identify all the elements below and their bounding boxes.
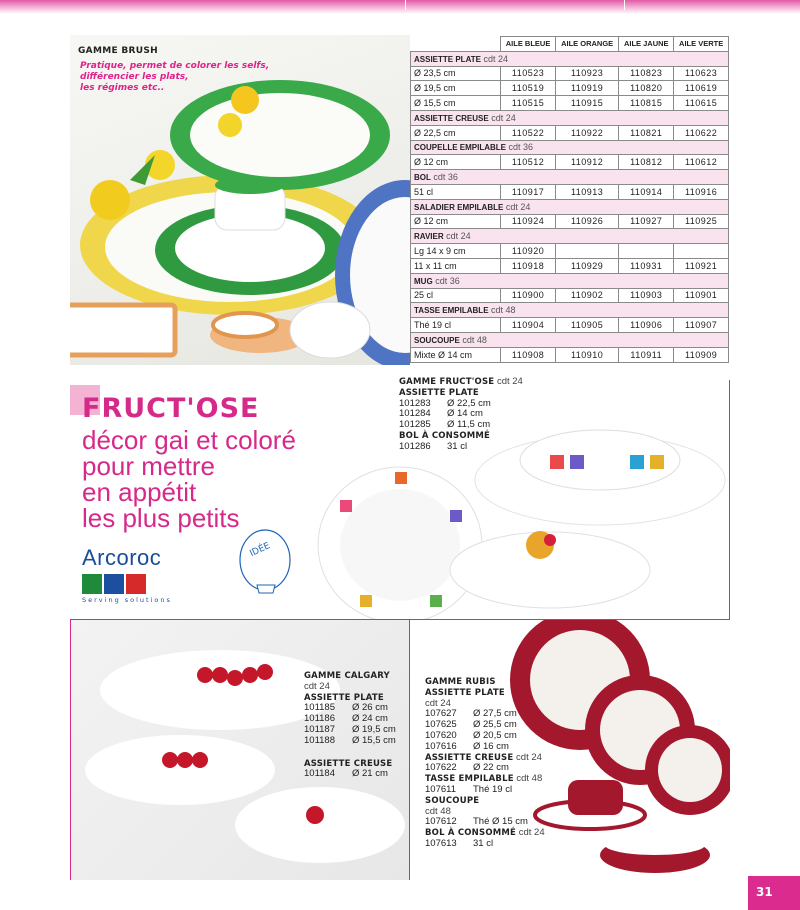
section-name: BOL xyxy=(414,173,431,183)
size-cell: Ø 22,5 cm xyxy=(411,125,501,140)
table-row xyxy=(411,96,729,111)
fructose-slogan xyxy=(82,427,296,531)
item-size: Ø 27,5 cm xyxy=(473,708,517,720)
code-cell: 110522 xyxy=(501,125,556,140)
size-cell: Mixte Ø 14 cm xyxy=(411,347,501,362)
item-code: 107622 xyxy=(425,762,457,774)
item-size: Ø 26 cm xyxy=(352,702,388,714)
item-code: 101185 xyxy=(304,702,335,714)
size-cell: Ø 23,5 cm xyxy=(411,66,501,81)
size-cell: 11 x 11 cm xyxy=(411,258,501,273)
code-cell: 110925 xyxy=(674,214,729,229)
spacer xyxy=(304,747,396,759)
code-cell: 110515 xyxy=(501,96,556,111)
table-row xyxy=(411,125,729,140)
code-cell: 110912 xyxy=(556,155,619,170)
brush-price-table xyxy=(410,36,729,363)
item-size: Ø 24 cm xyxy=(352,713,388,725)
section-cdt: cdt 36 xyxy=(433,172,458,183)
item-size: Ø 11,5 cm xyxy=(447,419,491,431)
rubis-cup-cdt: cdt 48 xyxy=(516,773,543,785)
table-row xyxy=(411,347,729,362)
item-size: Ø 22,5 cm xyxy=(447,397,491,409)
table-section-row xyxy=(411,170,729,185)
calgary-range-title: GAMME CALGARY xyxy=(304,671,390,681)
item-code: 101184 xyxy=(304,768,335,780)
table-section-row xyxy=(411,332,729,347)
slogan-line: en appétit xyxy=(82,477,197,507)
arcoroc-plate-icon xyxy=(82,574,102,594)
code-cell: 110916 xyxy=(674,184,729,199)
list-item xyxy=(425,839,545,850)
idee-lightbulb-icon xyxy=(235,525,300,595)
item-code: 107613 xyxy=(425,837,457,849)
fructose-bowl-title: BOL À CONSOMMÉ xyxy=(399,430,491,441)
section-header-cell xyxy=(411,110,729,125)
code-cell: 110920 xyxy=(501,244,556,259)
code-cell: 110821 xyxy=(619,125,674,140)
code-cell: 110519 xyxy=(501,81,556,96)
column-header: AILE BLEUE xyxy=(501,37,556,52)
size-cell: 51 cl xyxy=(411,184,501,199)
column-header: AILE VERTE xyxy=(674,37,729,52)
arcoroc-logo xyxy=(82,545,172,604)
fructose-range-title: GAMME FRUCT'OSE xyxy=(399,377,495,387)
item-size: Ø 19,5 cm xyxy=(352,723,396,735)
item-code: 101186 xyxy=(304,713,335,725)
brush-tagline-line: Pratique, permet de colorer les selfs, xyxy=(80,61,270,71)
brush-product-photo xyxy=(70,35,410,365)
arcoroc-subtitle: Serving solutions xyxy=(82,596,172,604)
code-cell xyxy=(556,244,619,259)
top-bar-segment xyxy=(624,0,800,10)
item-size: 31 cl xyxy=(447,440,468,452)
table-header-row xyxy=(411,37,729,52)
section-name: MUG xyxy=(414,276,433,286)
code-cell: 110812 xyxy=(619,155,674,170)
item-code: 101284 xyxy=(399,408,431,420)
column-header: AILE JAUNE xyxy=(619,37,674,52)
top-decorative-bar xyxy=(0,0,800,14)
table-section-row xyxy=(411,110,729,125)
brush-range-title: GAMME BRUSH xyxy=(78,46,158,56)
table-row xyxy=(411,184,729,199)
section-cdt: cdt 48 xyxy=(491,305,516,316)
top-bar-segment xyxy=(405,0,620,10)
table-section-row xyxy=(411,51,729,66)
fructose-product-photo xyxy=(300,397,730,620)
table-row xyxy=(411,155,729,170)
item-size: Thé 19 cl xyxy=(473,783,513,795)
code-cell: 110929 xyxy=(556,258,619,273)
item-code: 101285 xyxy=(399,419,431,431)
size-cell: Thé 19 cl xyxy=(411,318,501,333)
code-cell: 110902 xyxy=(556,288,619,303)
code-cell: 110907 xyxy=(674,318,729,333)
brush-tagline-line: différencier les plats, xyxy=(80,72,189,82)
section-cdt: cdt 36 xyxy=(435,275,460,286)
page-number: 31 xyxy=(748,876,800,910)
code-cell: 110903 xyxy=(619,288,674,303)
table-row xyxy=(411,244,729,259)
rubis-deep-title: ASSIETTE CREUSE xyxy=(425,752,514,763)
fructose-plate-title: ASSIETTE PLATE xyxy=(399,387,479,398)
section-name: SALADIER EMPILABLE xyxy=(414,202,504,212)
slogan-line: pour mettre xyxy=(82,451,215,481)
slogan-line: décor gai et coloré xyxy=(82,425,296,455)
code-cell: 110910 xyxy=(556,347,619,362)
idee-label: IDÉE xyxy=(248,541,272,560)
code-cell: 110815 xyxy=(619,96,674,111)
code-cell: 110820 xyxy=(619,81,674,96)
brush-tagline xyxy=(80,61,269,94)
section-header-cell xyxy=(411,199,729,214)
item-code: 101286 xyxy=(399,440,431,452)
section-name: SOUCOUPE xyxy=(414,335,460,345)
code-cell: 110823 xyxy=(619,66,674,81)
section-cdt: cdt 24 xyxy=(505,201,531,212)
table-section-row xyxy=(411,199,729,214)
table-section-row xyxy=(411,229,729,244)
section-name: ASSIETTE PLATE xyxy=(414,54,481,64)
code-cell: 110922 xyxy=(556,125,619,140)
rubis-cup-title: TASSE EMPILABLE xyxy=(425,774,514,785)
code-cell: 110921 xyxy=(674,258,729,273)
section-header-cell xyxy=(411,229,729,244)
rubis-range-title: GAMME RUBIS xyxy=(425,677,496,687)
code-cell: 110927 xyxy=(619,214,674,229)
item-size: 31 cl xyxy=(473,837,494,849)
item-size: Ø 14 cm xyxy=(447,408,483,420)
section-cdt: cdt 24 xyxy=(491,112,516,123)
table-row xyxy=(411,214,729,229)
code-cell: 110917 xyxy=(501,184,556,199)
code-cell: 110908 xyxy=(501,347,556,362)
code-cell: 110914 xyxy=(619,184,674,199)
rubis-deep-cdt: cdt 24 xyxy=(516,751,542,763)
item-size: Ø 20,5 cm xyxy=(473,729,517,741)
item-size: Ø 22 cm xyxy=(473,762,509,774)
table-header-blank xyxy=(411,37,501,52)
code-cell: 110909 xyxy=(674,347,729,362)
section-name: RAVIER xyxy=(414,232,444,242)
item-size: Ø 25,5 cm xyxy=(473,719,517,731)
table-section-row xyxy=(411,273,729,288)
table-row xyxy=(411,258,729,273)
section-divider xyxy=(729,380,730,620)
section-header-cell xyxy=(411,332,729,347)
calgary-plate-title: ASSIETTE PLATE xyxy=(304,692,384,703)
item-code: 101187 xyxy=(304,723,335,735)
section-cdt: cdt 48 xyxy=(462,334,487,345)
section-cdt: cdt 36 xyxy=(508,142,534,153)
code-cell: 110615 xyxy=(674,96,729,111)
section-name: ASSIETTE CREUSE xyxy=(414,113,489,123)
table-section-row xyxy=(411,140,729,155)
list-item xyxy=(304,736,396,747)
code-cell: 110926 xyxy=(556,214,619,229)
code-cell: 110623 xyxy=(674,66,729,81)
arcoroc-chef-icon xyxy=(126,574,146,594)
item-code: 107620 xyxy=(425,729,457,741)
code-cell: 110911 xyxy=(619,347,674,362)
rubis-bowl-cdt: cdt 24 xyxy=(518,827,545,839)
size-cell: Ø 12 cm xyxy=(411,155,501,170)
section-divider xyxy=(409,620,410,880)
code-cell xyxy=(619,244,674,259)
table-row xyxy=(411,288,729,303)
code-cell: 110924 xyxy=(501,214,556,229)
item-code: 107625 xyxy=(425,719,457,731)
fructose-range-cdt: cdt 24 xyxy=(496,376,523,387)
list-item xyxy=(425,785,545,796)
code-cell: 110904 xyxy=(501,318,556,333)
table-row xyxy=(411,318,729,333)
item-size: Ø 21 cm xyxy=(352,768,388,780)
code-cell: 110913 xyxy=(556,184,619,199)
code-cell: 110612 xyxy=(674,155,729,170)
section-header-cell xyxy=(411,273,729,288)
calgary-deep-title: ASSIETTE CREUSE xyxy=(304,758,393,769)
section-cdt: cdt 24 xyxy=(446,231,471,242)
item-code: 101283 xyxy=(399,397,431,409)
rubis-bowl-title: BOL À CONSOMMÉ xyxy=(425,828,517,839)
item-code: 107612 xyxy=(425,816,457,828)
rubis-saucer-title: SOUCOUPE xyxy=(425,795,480,806)
code-cell: 110923 xyxy=(556,66,619,81)
code-cell xyxy=(674,244,729,259)
code-cell: 110900 xyxy=(501,288,556,303)
slogan-line: les plus petits xyxy=(82,503,240,533)
rubis-saucer-cdt: cdt 48 xyxy=(425,805,451,817)
item-code: 101188 xyxy=(304,734,335,746)
brush-tagline-line: les régimes etc.. xyxy=(80,83,165,93)
section-name: COUPELLE EMPILABLE xyxy=(414,143,507,153)
code-cell: 110523 xyxy=(501,66,556,81)
item-size: Ø 16 cm xyxy=(473,740,509,752)
item-code: 107611 xyxy=(425,783,456,795)
arcoroc-brand-name: Arcoroc xyxy=(82,545,162,570)
column-header: AILE ORANGE xyxy=(556,37,619,52)
code-cell: 110931 xyxy=(619,258,674,273)
code-cell: 110919 xyxy=(556,81,619,96)
item-code: 107627 xyxy=(425,708,457,720)
size-cell: Ø 12 cm xyxy=(411,214,501,229)
section-header-cell xyxy=(411,170,729,185)
code-cell: 110915 xyxy=(556,96,619,111)
code-cell: 110906 xyxy=(619,318,674,333)
code-cell: 110622 xyxy=(674,125,729,140)
size-cell: Ø 15,5 cm xyxy=(411,96,501,111)
section-header-cell xyxy=(411,51,729,66)
arcoroc-icon-row xyxy=(82,574,172,594)
code-cell: 110619 xyxy=(674,81,729,96)
calgary-cdt: cdt 24 xyxy=(304,680,330,692)
arcoroc-glass-icon xyxy=(104,574,124,594)
rubis-info xyxy=(425,677,545,850)
fructose-title: FRUCT'OSE xyxy=(82,393,260,424)
table-section-row xyxy=(411,303,729,318)
section-cdt: cdt 24 xyxy=(483,53,509,64)
item-size: Ø 15,5 cm xyxy=(352,734,396,746)
table-row xyxy=(411,66,729,81)
code-cell: 110901 xyxy=(674,288,729,303)
size-cell: Ø 19,5 cm xyxy=(411,81,501,96)
code-cell: 110512 xyxy=(501,155,556,170)
section-divider xyxy=(70,620,71,880)
rubis-plate-cdt: cdt 24 xyxy=(425,697,451,709)
section-header-cell xyxy=(411,303,729,318)
size-cell: Lg 14 x 9 cm xyxy=(411,244,501,259)
code-cell: 110918 xyxy=(501,258,556,273)
section-header-cell xyxy=(411,140,729,155)
price-table-body xyxy=(411,51,729,362)
section-name: TASSE EMPILABLE xyxy=(414,306,489,316)
rubis-plate-title: ASSIETTE PLATE xyxy=(425,687,505,698)
list-item xyxy=(304,769,396,780)
item-size: Thé Ø 15 cm xyxy=(473,816,528,828)
size-cell: 25 cl xyxy=(411,288,501,303)
calgary-info xyxy=(304,671,396,780)
code-cell: 110905 xyxy=(556,318,619,333)
item-code: 107616 xyxy=(425,740,457,752)
table-row xyxy=(411,81,729,96)
